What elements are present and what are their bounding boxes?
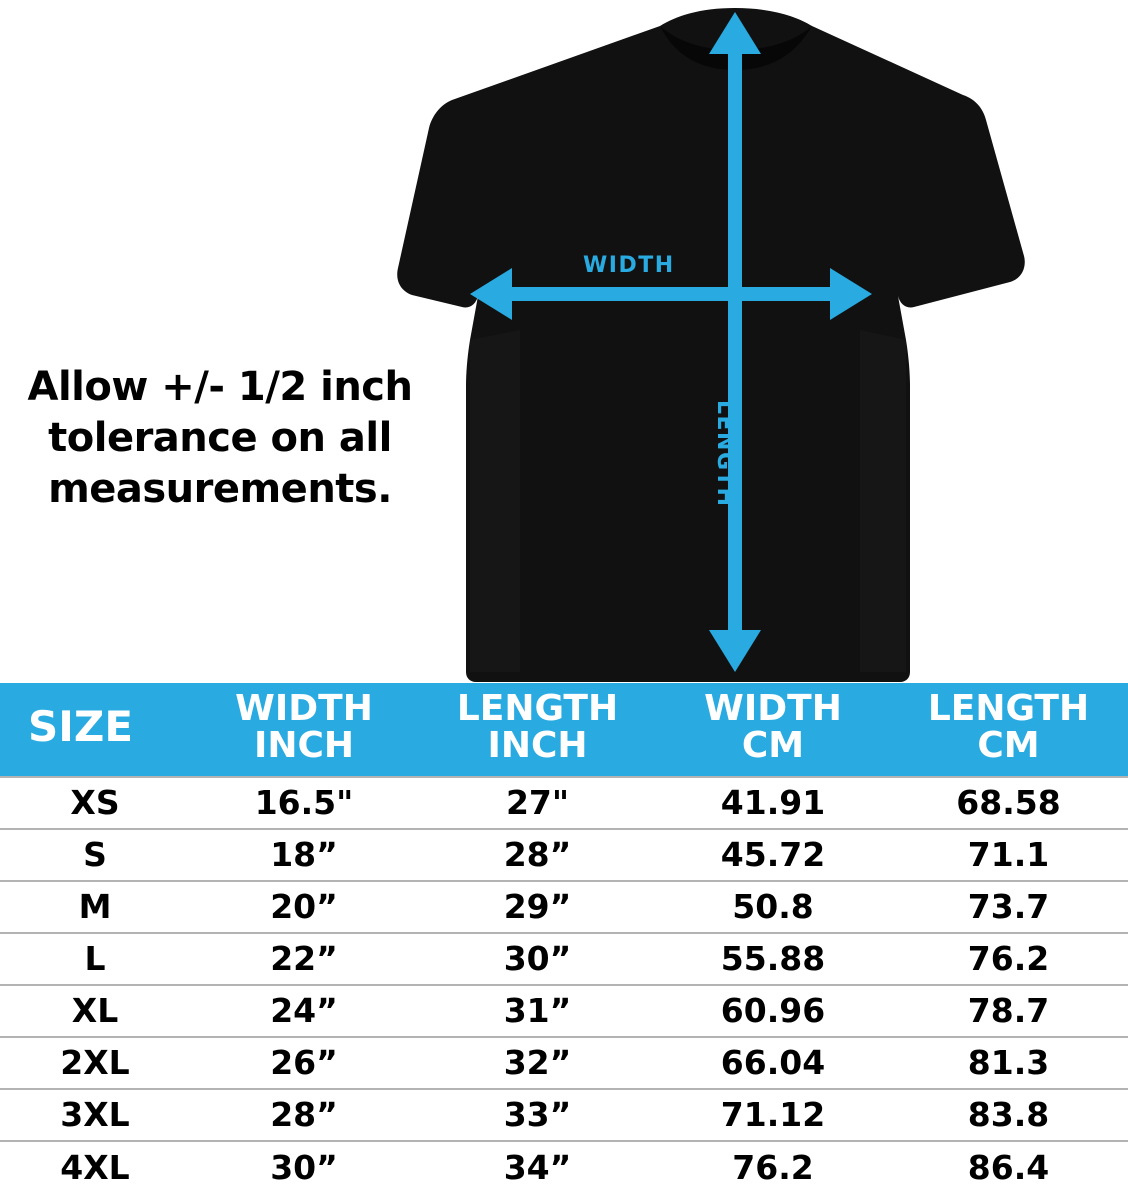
cell-length-cm: 68.58 bbox=[889, 777, 1128, 829]
column-header-length-inch-main: LENGTH bbox=[456, 688, 619, 729]
cell-length-inch: 34” bbox=[503, 1147, 572, 1187]
cell-width-inch: 22” bbox=[190, 933, 418, 985]
width-arrow-label: WIDTH bbox=[583, 253, 675, 278]
cell-length-inch: 29” bbox=[418, 881, 657, 933]
cell-width-inch: 30” bbox=[270, 1147, 338, 1187]
cell-size: XL bbox=[0, 985, 190, 1037]
column-header-width-cm-sub: CM bbox=[741, 724, 805, 766]
tshirt-graphic bbox=[397, 8, 1025, 682]
cell-size: 3XL bbox=[0, 1089, 190, 1141]
cell-width-inch: 28” bbox=[190, 1089, 418, 1141]
cell-size: XS bbox=[0, 777, 190, 829]
column-header-width-inch-sub: INCH bbox=[253, 724, 355, 766]
cell-size: 2XL bbox=[0, 1037, 190, 1089]
cell-length-inch: 32” bbox=[418, 1037, 657, 1089]
table-row bbox=[0, 1089, 1128, 1141]
cell-length-cm: 86.4 bbox=[967, 1147, 1050, 1187]
cell-width-inch: 16.5" bbox=[190, 777, 418, 829]
table-row bbox=[0, 777, 1128, 829]
cell-width-inch: 24” bbox=[190, 985, 418, 1037]
cell-width-cm: 66.04 bbox=[657, 1037, 889, 1089]
cell-length-cm: 76.2 bbox=[889, 933, 1128, 985]
table-row bbox=[0, 1141, 1128, 1193]
table-header bbox=[0, 683, 1128, 777]
column-header-width-cm bbox=[657, 683, 889, 777]
column-header-length-cm-main: LENGTH bbox=[927, 688, 1090, 729]
cell-width-cm: 76.2 bbox=[732, 1147, 814, 1187]
cell-size: M bbox=[0, 881, 190, 933]
cell-width-cm: 41.91 bbox=[657, 777, 889, 829]
cell-length-cm: 71.1 bbox=[889, 829, 1128, 881]
cell-length-cm: 73.7 bbox=[889, 881, 1128, 933]
cell-length-inch: 27" bbox=[418, 777, 657, 829]
cell-width-inch: 26” bbox=[190, 1037, 418, 1089]
table-row bbox=[0, 1037, 1128, 1089]
column-header-length-cm-sub: CM bbox=[977, 724, 1040, 766]
column-header-width-inch-main: WIDTH bbox=[235, 688, 373, 729]
column-header-size bbox=[0, 683, 190, 777]
cell-width-inch: 18” bbox=[190, 829, 418, 881]
column-header-length-cm bbox=[889, 683, 1128, 777]
cell-length-inch: 28” bbox=[418, 829, 657, 881]
table-row bbox=[0, 829, 1128, 881]
cell-length-inch: 30” bbox=[418, 933, 657, 985]
cell-length-cm: 83.8 bbox=[889, 1089, 1128, 1141]
size-chart-table bbox=[0, 683, 1128, 1193]
cell-width-cm: 55.88 bbox=[657, 933, 889, 985]
cell-length-inch: 31” bbox=[418, 985, 657, 1037]
column-header-size-label: SIZE bbox=[28, 701, 134, 751]
table-header-row bbox=[0, 683, 1128, 777]
cell-width-cm: 60.96 bbox=[657, 985, 889, 1037]
table-row bbox=[0, 985, 1128, 1037]
cell-width-cm: 71.12 bbox=[657, 1089, 889, 1141]
cell-size: L bbox=[0, 933, 190, 985]
cell-size: 4XL bbox=[60, 1147, 130, 1187]
column-header-width-inch bbox=[190, 683, 418, 777]
cell-length-inch: 33” bbox=[418, 1089, 657, 1141]
cell-length-cm: 81.3 bbox=[889, 1037, 1128, 1089]
cell-width-inch: 20” bbox=[190, 881, 418, 933]
length-arrow-label: LENGTH bbox=[712, 400, 737, 508]
table-row bbox=[0, 881, 1128, 933]
column-header-width-cm-main: WIDTH bbox=[704, 688, 842, 729]
cell-width-cm: 50.8 bbox=[657, 881, 889, 933]
cell-length-cm: 78.7 bbox=[889, 985, 1128, 1037]
cell-size: S bbox=[0, 829, 190, 881]
column-header-length-inch bbox=[418, 683, 657, 777]
column-header-length-inch-sub: INCH bbox=[487, 724, 588, 766]
table-row bbox=[0, 933, 1128, 985]
tolerance-note: Allow +/- 1/2 inch tolerance on all measurements. bbox=[27, 364, 413, 513]
table-body bbox=[0, 777, 1128, 1193]
cell-width-cm: 45.72 bbox=[657, 829, 889, 881]
